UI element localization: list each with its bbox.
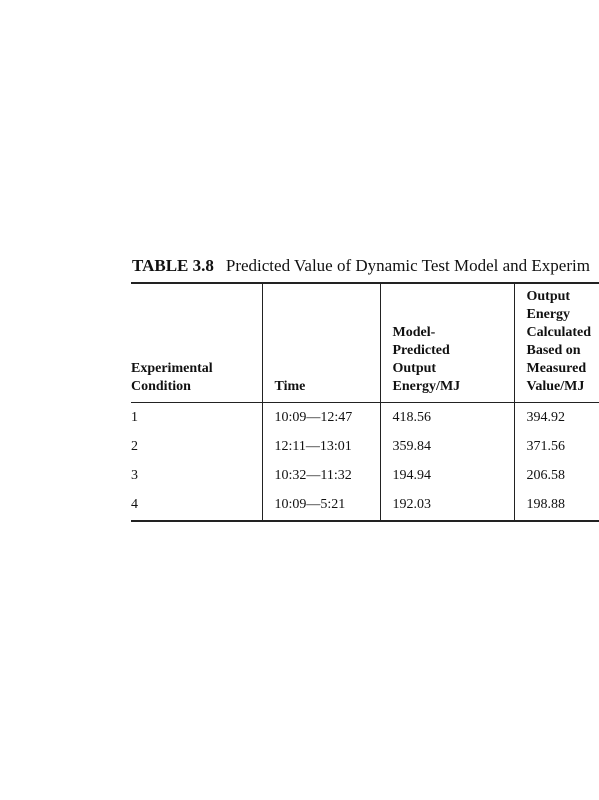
cell-predicted: 418.56 <box>380 403 514 434</box>
table-row <box>131 491 599 521</box>
table-header <box>131 283 599 403</box>
table-title: Predicted Value of Dynamic Test Model and Experim <box>225 256 590 275</box>
table-body <box>131 403 599 522</box>
header-time: Time <box>262 283 380 403</box>
header-measured-energy: Output Energy Calculated Based on Measured Value/MJ <box>514 283 599 403</box>
header-row <box>131 283 599 403</box>
cell-condition: 1 <box>131 410 138 425</box>
data-table <box>131 282 599 522</box>
cell-time: 10:09—12:47 <box>262 403 380 434</box>
table-caption <box>132 256 590 276</box>
table-row <box>131 403 599 434</box>
cell-condition: 4 <box>131 491 262 521</box>
data-table-container <box>131 282 599 522</box>
header-experimental-condition: Experimental Condition <box>131 283 262 403</box>
cell-condition: 3 <box>131 468 138 483</box>
cell-time: 10:09—5:21 <box>262 491 380 521</box>
cell-predicted: 359.84 <box>380 433 514 462</box>
table-row <box>131 462 599 491</box>
cell-time: 12:11—13:01 <box>262 433 380 462</box>
cell-predicted: 192.03 <box>380 491 514 521</box>
cell-predicted: 194.94 <box>380 462 514 491</box>
header-model-predicted-energy: Model- Predicted Output Energy/MJ <box>380 283 514 403</box>
cell-measured: 371.56 <box>514 433 599 462</box>
cell-measured: 394.92 <box>514 403 599 434</box>
cell-measured: 206.58 <box>514 462 599 491</box>
cell-time: 10:32—11:32 <box>262 462 380 491</box>
table-number: TABLE 3.8 <box>132 256 214 275</box>
table-row <box>131 433 599 462</box>
cell-measured: 198.88 <box>514 491 599 521</box>
cell-condition: 2 <box>131 439 138 454</box>
